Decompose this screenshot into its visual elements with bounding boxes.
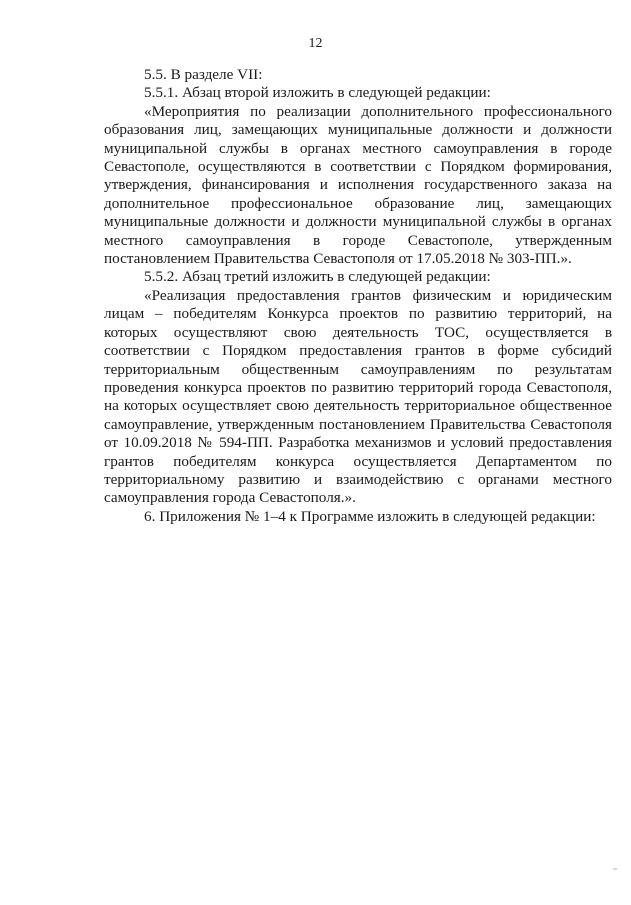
scan-mark [613, 868, 617, 870]
document-body [104, 66, 612, 526]
paragraph-section-heading: 5.5. В разделе VII: [144, 66, 263, 83]
page-number: 12 [308, 36, 323, 51]
paragraph-item-5-5-1: 5.5.1. Абзац второй изложить в следующей редакции: [144, 84, 491, 102]
paragraph-quote-2: «Реализация предоставления грантов физическим и юридическим лицам – победителям Конкурса проектов по развитию территорий, на которых осуществляют свою деятельность ТОС, осуществляется в соответствии с Порядком предоставления грантов в форме субсидий территориальным общественным самоуправлениям по результатам проведения конкурса проектов по развитию территорий города Севастополя, на которых осуществляет свою деятельность территориальное общественное самоуправление, утвержденным постановлением Правительства Севастополя от 10.09.2018 № 594-ПП. Разработка механизмов и условий предоставления грантов победителям конкурса осуществляется Департаментом по территориальному развитию и взаимодействию с органами местного самоуправления города Севастополя.». [104, 286, 612, 507]
paragraph-quote-1: «Мероприятия по реализации дополнительного профессионального образования лиц, замещающих муниципальные должности и должности муниципальной службы в органах местного самоуправления в городе Севастополе, осуществляются в соответствии с Порядком формирования, утверждения, финансирования и исполнения государственного заказа на дополнительное профессиональное образование лиц, замещающих муниципальные должности и должности муниципальной службы в органах местного самоуправления в городе Севастополе, утвержденным постановлением Правительства Севастополя от 17.05.2018 № 303-ПП.». [104, 102, 612, 268]
paragraph-item-6: 6. Приложения № 1–4 к Программе изложить в следующей редакции: [144, 507, 596, 525]
paragraph-item-5-5-2: 5.5.2. Абзац третий изложить в следующей редакции: [144, 268, 491, 286]
